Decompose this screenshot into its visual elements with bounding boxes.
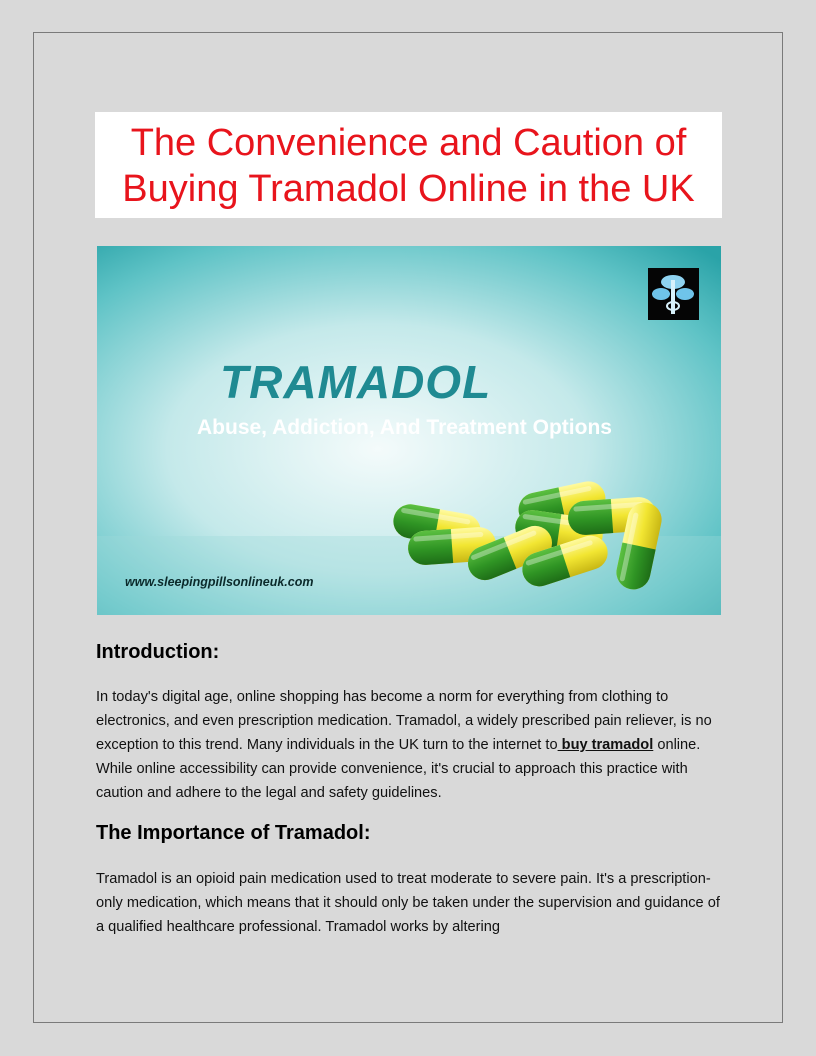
hero-headline: TRAMADOL xyxy=(220,356,492,408)
intro-text-end: online. While online accessibility can provide convenience, it's crucial to approach this practice with caution and adhere to the legal and safety guidelines. xyxy=(96,737,701,801)
buy-tramadol-link[interactable]: buy tramadol xyxy=(557,737,654,753)
title-line-2: Buying Tramadol Online in the UK xyxy=(122,168,695,210)
hero-website: www.sleepingpillsonlineuk.com xyxy=(125,575,314,589)
importance-paragraph: Tramadol is an opioid pain medication used to treat moderate to severe pain. It's a prescription-only medication, which means that it should only be taken under the supervision and guidance of a qualified healthcare professional. Tramadol works by altering xyxy=(96,871,720,935)
page-title xyxy=(95,112,722,218)
hero-banner-image xyxy=(97,246,721,615)
intro-paragraph xyxy=(96,685,726,805)
importance-heading: The Importance of Tramadol: xyxy=(96,822,371,844)
caduceus-icon xyxy=(648,268,699,320)
intro-heading: Introduction: xyxy=(96,641,220,663)
title-line-1: The Convenience and Caution of xyxy=(130,122,687,164)
intro-text-start: In today's digital age, online shopping has become a norm for everything from clothing to electronics, and even prescription medication. Tramadol, a widely prescribed pain reliever, is no exception to this trend. Many individuals in the UK turn to the internet to xyxy=(96,689,712,753)
hero-subheadline: Abuse, Addiction, And Treatment Options xyxy=(197,416,612,439)
